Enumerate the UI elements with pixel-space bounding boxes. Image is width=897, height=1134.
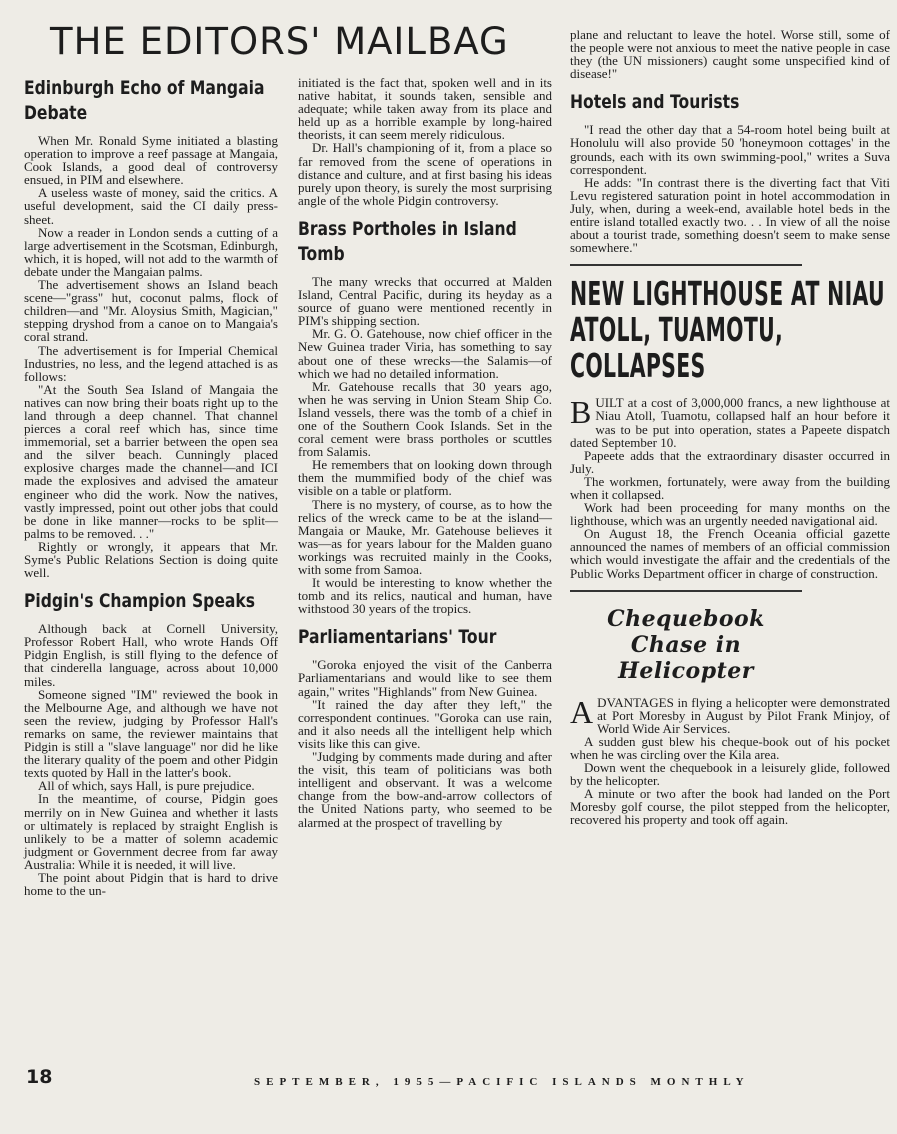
paragraph: Work had been proceeding for many months on the lighthouse, which was an urgently needed navigational aid.	[570, 500, 890, 529]
paragraph: A minute or two after the book had landed on the Port Moresby golf course, the pilot stepped from the helicopter, recovered his property and took off again.	[570, 786, 890, 828]
column-1	[24, 72, 278, 1087]
paragraph: A sudden gust blew his cheque-book out of his pocket when he was circling over the Kila area.	[570, 733, 890, 762]
paragraph: He remembers that on looking down through them the mummified body of the chief was visible on a table or platform.	[298, 457, 552, 499]
footer-line: SEPTEMBER, 1955—PACIFIC ISLANDS MONTHLY	[254, 1076, 750, 1088]
article-parliamentarians	[298, 625, 552, 828]
article-title: Brass Portholes in Island Tomb	[298, 217, 517, 265]
paragraph: The many wrecks that occurred at Malden Island, Central Pacific, during its heyday as a source of guano were mentioned recently in PIM's shipping section.	[298, 273, 552, 329]
paragraph: Papeete adds that the extraordinary disaster occurred in July.	[570, 447, 890, 476]
paragraph: Mr. Gatehouse recalls that 30 years ago, when he was serving in Union Steam Ship Co. Island vessels, there was the tomb of a chief in one of the Southern Cook Islands. Set in the coral cement were brass portholes or scuttles from Salamis.	[298, 378, 552, 460]
paragraph: He adds: "In contrast there is the diverting fact that Viti Levu registered saturation point in hotel accommodation in July, when, during a week-end, available hotel beds in the entire island totalled exactly two. . . In view of all the noise about a tourist trade, something doesn't seem to make sense somewhere."	[570, 174, 890, 256]
paragraph: Down went the chequebook in a leisurely glide, followed by the helicopter.	[570, 760, 890, 789]
page-footer	[26, 1066, 801, 1100]
drop-cap: A	[570, 693, 594, 730]
paragraph: BUILT at a cost of 3,000,000 francs, a new lighthouse at Niau Atoll, Tuamotu, collapsed half an hour before it was to be put into operation, states a Papeete dispatch dated September 10.	[570, 394, 890, 450]
paragraph: A useless waste of money, said the critics. A useful development, said the CI daily press-sheet.	[24, 185, 278, 227]
paragraph: "It rained the day after they left," the correspondent continues. "Goroka can use rain, and it also needs all the intelligent help which visits like this can give.	[298, 696, 552, 751]
paragraph: "I read the other day that a 54-room hotel being built at Honolulu will also provide 50 'honeymoon cottages' in the grounds, each with its own swimming-pool," writes a Suva correspondent.	[570, 122, 890, 177]
paragraph: When Mr. Ronald Syme initiated a blasting operation to improve a reef passage at Mangaia, Cook Islands, a good deal of controversy ensued, in PIM and elsewhere.	[24, 133, 278, 188]
paragraph: initiated is the fact that, spoken well and in its native habitat, it sounds taken, sensible and adequate; while taken away from its place and held up as a horrible example by long-haired theorists, it can seem merely ridiculous.	[298, 75, 552, 143]
column-2	[298, 76, 552, 1086]
article-title: Chequebook Chase in Helicopter	[607, 605, 765, 684]
paragraph: "At the South Sea Island of Mangaia the natives can now bring their boats right up to the land through a deep channel. That channel pierces a coral reef which has, since time immemorial, set a barrier between the open sea and the silver beach. Cunningly placed explosive charges made the channel—and ICI made the explosives and advised the amateur engineer who did the work. Now the natives, vastly impressed, point out other jobs that could be done in like manner—rocks to be split—palms to be removed. . ."	[24, 381, 278, 541]
paragraph: "Goroka enjoyed the visit of the Canberra Parliamentarians and would like to see them again," writes "Highlands" from New Guinea.	[298, 657, 552, 699]
article-edinburgh	[24, 76, 278, 579]
article-chequebook	[570, 606, 890, 827]
paragraph: Now a reader in London sends a cutting of a large advertisement in the Scotsman, Edinburgh, which, it is hoped, will not add to the warmth of debate under the Mangaian palms.	[24, 224, 278, 279]
page-number: 18	[26, 1066, 53, 1088]
paragraph: The point about Pidgin that is hard to drive home to the un-	[24, 869, 278, 899]
paragraph: The advertisement is for Imperial Chemical Industries, no less, and the legend attached is as follows:	[24, 342, 278, 384]
article-title: NEW LIGHTHOUSE AT NIAU ATOLL, TUAMOTU, COLLAPSES	[570, 274, 885, 386]
paragraph: The advertisement shows an Island beach scene—"grass" hut, coconut palms, flock of children—and "Mr. Aloysius Smith, Magician," stepping dryshod from a canoe on to Mangaia's coral strand.	[24, 277, 278, 345]
paragraph: Mr. G. O. Gatehouse, now chief officer in the New Guinea trader Viria, has something to say about one of these wrecks—the Salamis—of which we had no detailed information.	[298, 326, 552, 381]
article-title: Edinburgh Echo of Mangaia Debate	[24, 77, 265, 124]
article-pidgin	[24, 589, 278, 897]
paragraph: ADVANTAGES in flying a helicopter were demonstrated at Port Moresby in August by Pilot Frank Minjoy, of World Wide Air Services.	[570, 693, 890, 736]
article-title: Parliamentarians' Tour	[298, 626, 497, 649]
article-lighthouse	[570, 276, 890, 579]
paragraph: Someone signed "IM" reviewed the book in the Melbourne Age, and although we have not seen the review, judging by Professor Hall's remarks on same, the reviewer maintains that Pidgin is still a "slave language" nor did he like the literary quality of the poem and other Pidgin texts quoted by Hall in the latter's book.	[24, 686, 278, 781]
article-hotels	[570, 90, 890, 254]
divider	[570, 264, 802, 266]
paragraph: Rightly or wrongly, it appears that Mr. Syme's Public Relations Section is doing quite well.	[24, 538, 278, 581]
paragraph: It would be interesting to know whether the tomb and its relics, nautical and human, have withstood 30 years of the tropics.	[298, 575, 552, 617]
drop-cap: B	[570, 394, 592, 431]
paragraph: Although back at Cornell University, Professor Robert Hall, who wrote Hands Off Pidgin English, is still flying to the defence of that cinderella language, across about 10,000 miles.	[24, 621, 278, 689]
paragraph: In the meantime, of course, Pidgin goes merrily on in New Guinea and whether it lasts or ultimately is replaced by straight English is unlikely to be a matter of solemn academic judgment or Government decree from far away Australia: While it is needed, it will live.	[24, 791, 278, 872]
page-masthead: THE EDITORS' MAILBAG	[50, 20, 509, 63]
divider	[570, 590, 802, 592]
paragraph: plane and reluctant to leave the hotel. Worse still, some of the people were not anxious to meet the native people in case they (the UN missioners) caught some unspecified kind of disease!"	[570, 27, 890, 82]
paragraph: All of which, says Hall, is pure prejudice.	[38, 778, 255, 794]
paragraph: The workmen, fortunately, were away from the building when it collapsed.	[570, 473, 890, 502]
article-title: Pidgin's Champion Speaks	[24, 590, 256, 613]
article-parliamentarians-continued	[570, 28, 890, 80]
paragraph: Dr. Hall's championing of it, from a place so far removed from the scene of operations in distance and culture, and at first basing his ideas purely upon theory, is surely the most surprising angle of the whole Pidgin controversy.	[298, 140, 552, 208]
paragraph: On August 18, the French Oceania official gazette announced the names of members of an official commission which would investigate the affair and the credentials of the Public Works Department officer in charge of construction.	[570, 526, 890, 581]
article-pidgin-continued	[298, 76, 552, 207]
paragraph: "Judging by comments made during and after the visit, this team of politicians was both intelligent and observant. It was a welcome change from the bow-and-arrow collectors of the United Nations party, who seemed to be alarmed at the prospect of travelling by	[298, 749, 552, 830]
article-brass-portholes	[298, 217, 552, 615]
paragraph: There is no mystery, of course, as to how the relics of the wreck came to be at the island—Mangaia or Mauke, Mr. Gatehouse believes it was—as for years labour for the Malden guano workings was recruited mainly in the Cooks, with some from Samoa.	[298, 496, 552, 577]
article-title: Hotels and Tourists	[570, 91, 740, 114]
column-3	[570, 27, 890, 1088]
